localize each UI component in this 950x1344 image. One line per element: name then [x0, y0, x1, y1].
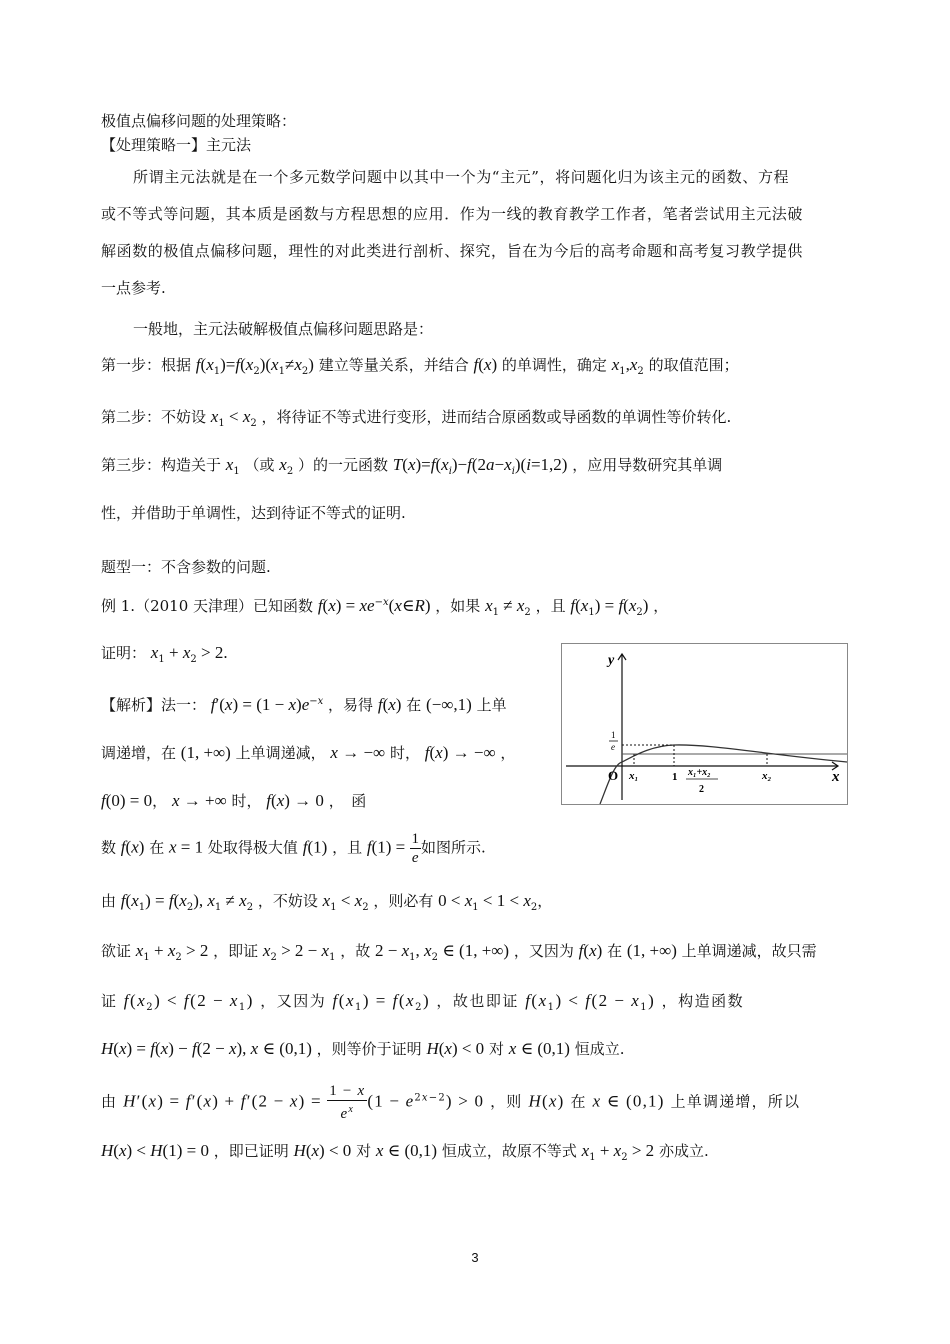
- general-line: 一般地，主元法破解极值点偏移问题思路是：: [133, 320, 434, 338]
- proof-line-2: 欲证 $x_1 + x_2 > 2$ ，即证 $x_2 > 2 - x_1$ ，故 $2 - x_1$, $x_2$ ∈ (1, +∞) ，又因为 f(x) 在 (1, +∞) 上单调递减，故只需: [101, 941, 817, 963]
- doc-title: 极值点偏移问题的处理策略：: [101, 112, 297, 130]
- page-number: 3: [471, 1250, 479, 1265]
- mid-top: x₁+x₂: [688, 767, 711, 778]
- e-bot: e: [611, 742, 615, 752]
- example-1-prove: 证明： $x_1 + x_2 > 2$.: [101, 643, 228, 665]
- intro-line-4: 一点参考.: [101, 279, 166, 297]
- solution-line-4: 数 f(x) 在 x = 1 处取得极大值 f(1) ，且 f(1) = $\frac{1}{e}$ 如图所示.: [101, 831, 486, 866]
- step-3-cont: 性，并借助于单调性，达到待证不等式的证明.: [101, 504, 406, 522]
- function-graph: [561, 643, 848, 805]
- solution-line-2: 调递增，在 (1, +∞) 上单调递减， x → −∞ 时， f(x) → −∞ ，: [101, 743, 516, 762]
- x-label: x: [832, 769, 840, 785]
- type-1-heading: 题型一：不含参数的问题.: [101, 558, 271, 576]
- intro-line-3: 解函数的极值点偏移问题，理性的对此类进行剖析、探究，旨在为今后的高考命题和高考复习教学提供: [101, 242, 804, 260]
- one-label: 1: [672, 771, 678, 783]
- solution-line-1: 【解析】法一： $f'(x) = (1 - x)e^{-x}$ ，易得 f(x) 在 (−∞,1) 上单: [101, 695, 507, 714]
- proof-line-6: H(x) < H(1) = 0 ，即已证明 H(x) < 0 对 x ∈ (0,1) 恒成立，故原不等式 $x_1 + x_2 > 2$ 亦成立.: [101, 1141, 709, 1163]
- proof-line-4: H(x) = f(x) − f(2 − x), x ∈ (0,1) ，则等价于证明 H(x) < 0 对 x ∈ (0,1) 恒成立.: [101, 1039, 625, 1058]
- intro-line-2: 或不等式等问题，其本质是函数与方程思想的应用．作为一线的教育教学工作者，笔者尝试用主元法破: [101, 205, 804, 223]
- strategy-heading: 【处理策略一】主元法: [101, 136, 252, 154]
- proof-line-3: 证 $f(x_2) < f(2 - x_1)$ ，又因为 $f(x_1) = f(x_2)$ ，故也即证 $f(x_1) < f(2 - x_1)$ ，构造函数: [101, 991, 745, 1013]
- e-top: 1: [611, 730, 616, 740]
- example-1: 例 1.（2010 天津理）已知函数 $f(x) = xe^{-x}(x\in R)$ ，如果 $x_1 \ne x_2$ ，且 $f(x_1) = f(x_2)$ ，: [101, 596, 669, 618]
- origin-label: O: [608, 768, 619, 783]
- step-2: 第二步：不妨设 $x_1 < x_2$ ，将待证不等式进行变形，进而结合原函数或导函数的单调性等价转化.: [101, 407, 732, 429]
- proof-line-5: 由 H′(x) = f′(x) + f′(2 − x) = $\frac{1 - x}{e^x}$ $(1 - e^{2x-2}) > 0$ ，则 H(x) 在 x ∈ (0,1) 上单调递增，所以: [101, 1083, 801, 1122]
- x2-label: x₂: [762, 770, 772, 782]
- mid-bot: 2: [699, 784, 704, 795]
- y-label: y: [608, 653, 615, 668]
- intro-line-1: 所谓主元法就是在一个多元数学问题中以其中一个为“主元”，将问题化归为该主元的函数、方程: [133, 168, 790, 186]
- solution-line-3: f(0) = 0， x → +∞ 时， f(x) → 0 ， 函: [101, 791, 367, 810]
- step-1: 第一步：根据 $f(x_1)=f(x_2)(x_1\ne x_2)$ 建立等量关系，并结合 f(x) 的单调性，确定 $x_1,x_2$ 的取值范围；: [101, 355, 739, 377]
- x1-label: x₁: [629, 770, 639, 782]
- step-3: 第三步：构造关于 $x_1$ （或 $x_2$ ）的一元函数 $T(x)=f(x_i)-f(2a-x_i)(i=1,2)$ ，应用导数研究其单调: [101, 455, 723, 477]
- proof-line-1: 由 $f(x_1) = f(x_2)$, $x_1 \ne x_2$ ，不妨设 $x_1 < x_2$ ，则必有 $0 < x_1 < 1 < x_2$，: [101, 891, 553, 913]
